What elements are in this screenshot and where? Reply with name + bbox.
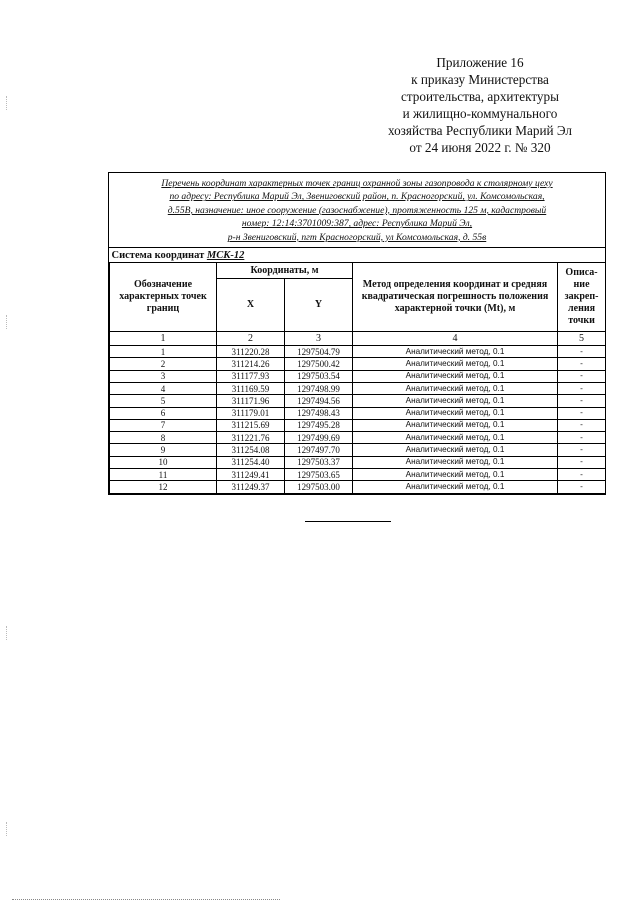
desc-cell: - [558, 382, 606, 394]
y-cell: 1297500.42 [285, 358, 353, 370]
table-row [110, 382, 606, 394]
title-line: по адресу: Республика Марий Эл, Звениговский район, п. Красногорский, ул. Комсомольская, [169, 191, 545, 203]
table-row [110, 346, 606, 358]
table-row [110, 419, 606, 431]
y-cell: 1297504.79 [285, 346, 353, 358]
method-cell: Аналитический метод, 0.1 [353, 358, 558, 370]
x-cell: 311221.76 [217, 432, 285, 444]
header-line: и жилищно-коммунального [402, 106, 558, 121]
point-number-cell: 1 [110, 346, 217, 358]
method-cell: Аналитический метод, 0.1 [353, 432, 558, 444]
x-cell: 311220.28 [217, 346, 285, 358]
table-row [110, 370, 606, 382]
numbering-cell: 2 [217, 332, 285, 346]
x-header: X [217, 279, 285, 332]
table-row [110, 444, 606, 456]
method-cell: Аналитический метод, 0.1 [353, 346, 558, 358]
title-line: Перечень координат характерных точек границ охранной зоны газопровода к столярному цеху [161, 178, 553, 189]
x-cell: 311179.01 [217, 407, 285, 419]
table-row [110, 456, 606, 468]
point-number-cell: 2 [110, 358, 217, 370]
y-cell: 1297503.00 [285, 481, 353, 493]
point-number-cell: 5 [110, 395, 217, 407]
y-cell: 1297494.56 [285, 395, 353, 407]
method-cell: Аналитический метод, 0.1 [353, 395, 558, 407]
table-body [110, 346, 606, 494]
footer-dotted-line [12, 899, 280, 900]
x-cell: 311254.40 [217, 456, 285, 468]
point-number-cell: 6 [110, 407, 217, 419]
scan-margin-mark [6, 626, 8, 640]
desc-cell: - [558, 419, 606, 431]
method-cell: Аналитический метод, 0.1 [353, 419, 558, 431]
point-number-cell: 9 [110, 444, 217, 456]
y-cell: 1297495.28 [285, 419, 353, 431]
x-cell: 311177.93 [217, 370, 285, 382]
point-number-cell: 7 [110, 419, 217, 431]
scan-margin-mark [6, 96, 8, 110]
coordinate-system-row [110, 248, 606, 263]
title-line: д.55В, назначение: иное сооружение (газоснабжение), протяженность 125 м, кадастровый [167, 204, 547, 216]
x-cell: 311215.69 [217, 419, 285, 431]
x-cell: 311249.41 [217, 469, 285, 481]
y-header: Y [285, 279, 353, 332]
x-cell: 311254.08 [217, 444, 285, 456]
point-number-cell: 12 [110, 481, 217, 493]
point-number-cell: 10 [110, 456, 217, 468]
table-row [110, 395, 606, 407]
table-row [110, 432, 606, 444]
coords-header: Координаты, м [217, 263, 353, 279]
header-row [110, 263, 606, 279]
title-line: номер: 12:14:3701009:387, адрес: Республика Марий Эл, [241, 218, 473, 230]
numbering-row [110, 332, 606, 346]
desc-cell: - [558, 432, 606, 444]
document-header [350, 54, 610, 156]
x-cell: 311171.96 [217, 395, 285, 407]
method-cell: Аналитический метод, 0.1 [353, 481, 558, 493]
y-cell: 1297497.70 [285, 444, 353, 456]
numbering-cell: 3 [285, 332, 353, 346]
x-cell: 311214.26 [217, 358, 285, 370]
point-number-cell: 4 [110, 382, 217, 394]
desc-header: Описа-ние закреп-ления точки [558, 263, 606, 332]
desc-cell: - [558, 370, 606, 382]
method-cell: Аналитический метод, 0.1 [353, 370, 558, 382]
desc-cell: - [558, 444, 606, 456]
point-number-cell: 8 [110, 432, 217, 444]
y-cell: 1297499.69 [285, 432, 353, 444]
numbering-cell: 1 [110, 332, 217, 346]
table-row [110, 407, 606, 419]
method-cell: Аналитический метод, 0.1 [353, 407, 558, 419]
numbering-cell: 4 [353, 332, 558, 346]
header-line: к приказу Министерства [411, 72, 549, 87]
method-cell: Аналитический метод, 0.1 [353, 382, 558, 394]
designation-header: Обозначение характерных точек границ [110, 263, 217, 332]
desc-cell: - [558, 358, 606, 370]
method-cell: Аналитический метод, 0.1 [353, 456, 558, 468]
coordinates-table [109, 248, 606, 494]
y-cell: 1297503.65 [285, 469, 353, 481]
desc-cell: - [558, 481, 606, 493]
point-number-cell: 11 [110, 469, 217, 481]
table-row [110, 358, 606, 370]
y-cell: 1297498.99 [285, 382, 353, 394]
y-cell: 1297498.43 [285, 407, 353, 419]
header-line: строительства, архитектуры [401, 89, 559, 104]
title-line: р-н Звениговский, пгт Красногорский, ул Комсомольская, д. 55в [227, 231, 487, 243]
scan-margin-mark [6, 822, 8, 836]
coordinates-frame [108, 172, 606, 495]
scan-margin-mark [6, 315, 8, 329]
numbering-cell: 5 [558, 332, 606, 346]
desc-cell: - [558, 346, 606, 358]
method-header: Метод определения координат и средняя квадратическая погрешность положения характерной точки (Mt), м [353, 263, 558, 332]
desc-cell: - [558, 456, 606, 468]
header-line: Приложение 16 [436, 55, 524, 70]
coordinate-system-label: Система координат [111, 249, 205, 261]
y-cell: 1297503.37 [285, 456, 353, 468]
x-cell: 311169.59 [217, 382, 285, 394]
end-rule [305, 521, 391, 522]
header-line: от 24 июня 2022 г. № 320 [409, 140, 551, 155]
header-line: хозяйства Республики Марий Эл [388, 123, 572, 138]
method-cell: Аналитический метод, 0.1 [353, 469, 558, 481]
method-cell: Аналитический метод, 0.1 [353, 444, 558, 456]
desc-cell: - [558, 395, 606, 407]
table-row [110, 481, 606, 493]
table-title [109, 173, 605, 248]
x-cell: 311249.37 [217, 481, 285, 493]
table-row [110, 469, 606, 481]
desc-cell: - [558, 469, 606, 481]
y-cell: 1297503.54 [285, 370, 353, 382]
desc-cell: - [558, 407, 606, 419]
coordinate-system-value: МСК-12 [206, 249, 245, 261]
point-number-cell: 3 [110, 370, 217, 382]
